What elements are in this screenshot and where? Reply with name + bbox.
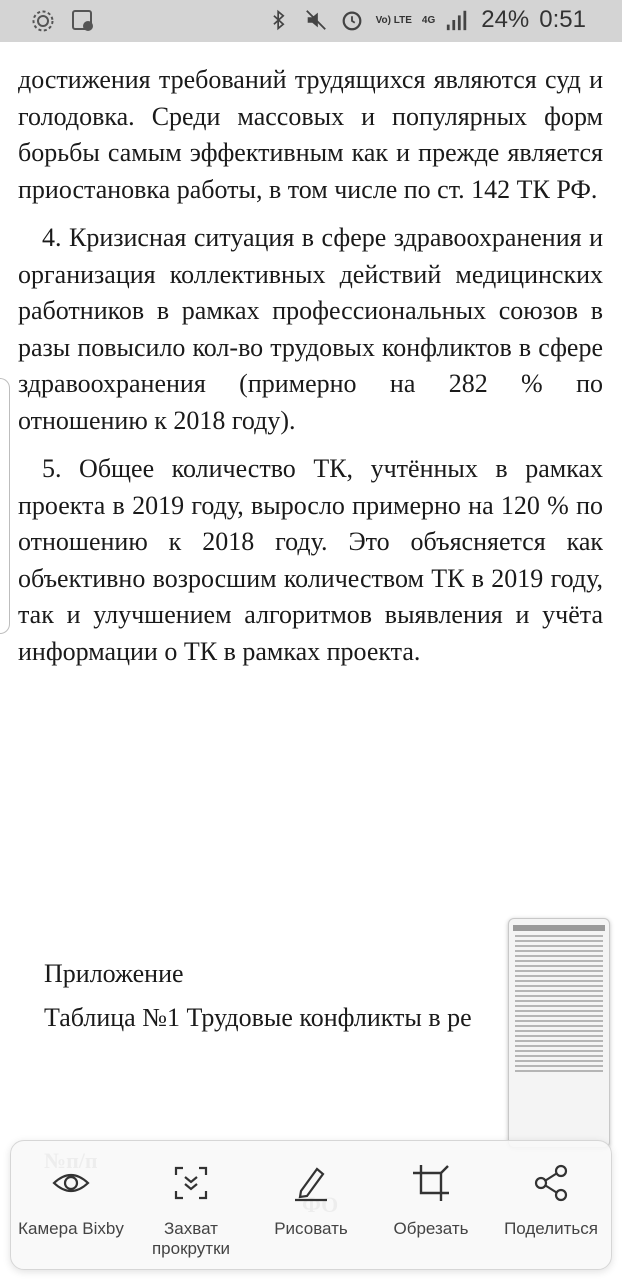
pen-icon <box>291 1163 331 1203</box>
paragraph: достижения требований трудящихся являются суд и голодовка. Среди массовых и популярных форм борьбы самым эффективным как и прежде является приостановка работы, в том числе по ст. 142 ТК РФ. <box>18 65 603 204</box>
mute-icon <box>304 7 330 33</box>
scroll-capture-icon <box>171 1163 211 1203</box>
bluetooth-icon <box>268 7 294 33</box>
settings-gear-icon <box>30 8 56 34</box>
signal-icon <box>445 7 471 33</box>
smart-capture-toolbar <box>10 1140 612 1270</box>
volte-indicator: Vo) LTE <box>375 14 412 26</box>
appendix-title: Приложение <box>44 959 184 988</box>
paragraph: 4. Кризисная ситуация в сфере здравоохранения и организация коллективных действий медицинских работников в рамках профессиональных союзов в разы повысило кол-во трудовых конфликтов в сфере здравоохранения (примерно на 282 % по отношению к 2018 году). <box>18 223 603 435</box>
scroll-capture-button[interactable]: Захват прокрутки <box>131 1141 251 1269</box>
edge-panel-handle[interactable] <box>0 378 10 634</box>
screenshot-icon <box>70 8 96 34</box>
crop-button[interactable]: Обрезать <box>371 1141 491 1269</box>
appendix-section <box>44 959 472 1047</box>
share-button[interactable]: Поделиться <box>491 1141 611 1269</box>
screenshot-thumbnail[interactable] <box>508 918 610 1148</box>
document-body <box>18 62 603 670</box>
bixby-vision-button[interactable]: Камера Bixby <box>11 1141 131 1269</box>
draw-button[interactable]: Рисовать <box>251 1141 371 1269</box>
clock: 0:51 <box>539 6 586 33</box>
share-icon <box>531 1163 571 1203</box>
status-bar <box>0 0 622 42</box>
alarm-icon <box>340 7 366 33</box>
eye-icon <box>51 1163 91 1203</box>
battery-level: 24% <box>481 6 530 33</box>
network-type: 4G <box>421 14 436 26</box>
table-title: Таблица №1 Трудовые конфликты в ре <box>44 1003 472 1032</box>
paragraph: 5. Общее количество ТК, учтённых в рамках проекта в 2019 году, выросло примерно на 120 % по отношению к 2018 году. Это объясняется как объективно возросшим количеством ТК в 2019 году, так и улучшением алгоритмов выявления и учёта информации о ТК в рамках проекта. <box>18 454 603 666</box>
crop-icon <box>411 1163 451 1203</box>
